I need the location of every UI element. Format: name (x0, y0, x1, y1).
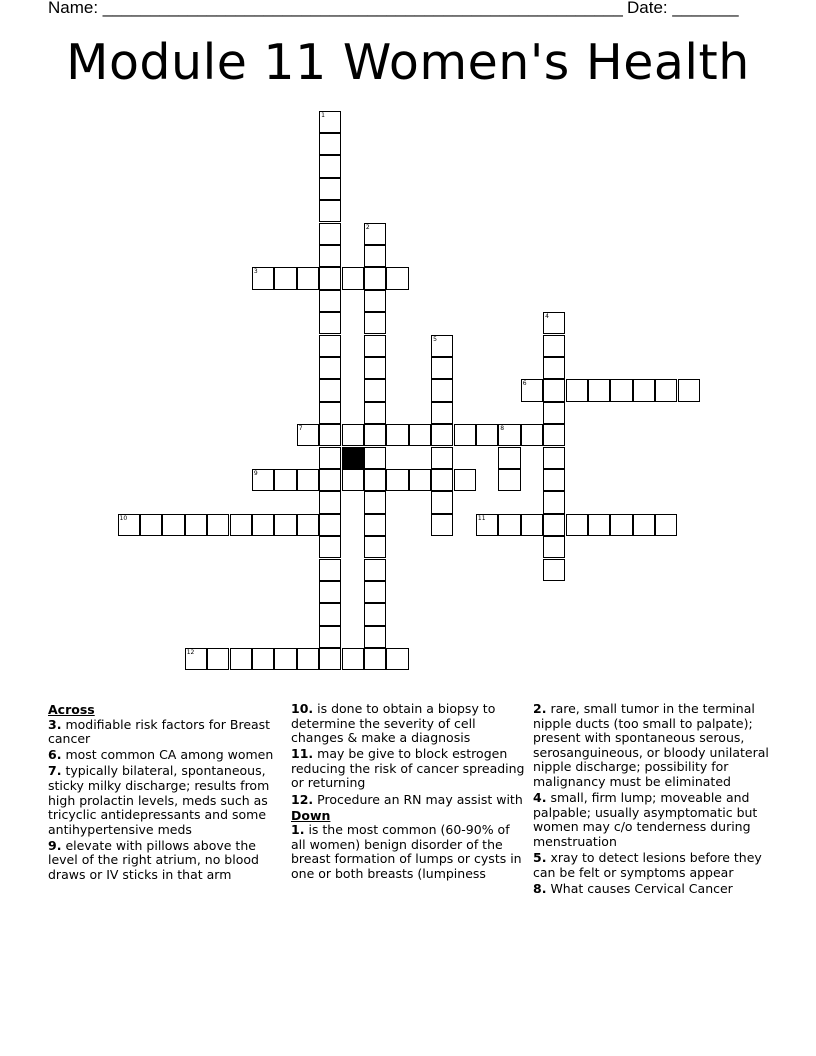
grid-cell[interactable] (543, 559, 565, 581)
grid-cell[interactable] (207, 648, 229, 670)
grid-cell[interactable] (633, 379, 655, 401)
grid-cell[interactable] (476, 424, 498, 446)
grid-cell[interactable] (633, 514, 655, 536)
grid-cell[interactable] (431, 379, 453, 401)
grid-cell[interactable] (297, 469, 319, 491)
clue-number: 8 (500, 425, 505, 433)
grid-cell[interactable] (610, 379, 632, 401)
grid-cell[interactable] (319, 514, 341, 536)
grid-cell[interactable] (252, 267, 274, 289)
grid-cell[interactable] (319, 267, 341, 289)
grid-cell[interactable] (543, 357, 565, 379)
grid-cell[interactable] (454, 424, 476, 446)
grid-cell[interactable] (319, 223, 341, 245)
grid-cell[interactable] (431, 447, 453, 469)
grid-cell[interactable] (476, 514, 498, 536)
grid-cell[interactable] (342, 267, 364, 289)
across-heading: Across (48, 702, 95, 717)
grid-cell[interactable] (543, 402, 565, 424)
grid-cell[interactable] (185, 514, 207, 536)
grid-cell[interactable] (297, 424, 319, 446)
grid-cell[interactable] (319, 581, 341, 603)
grid-cell[interactable] (431, 424, 453, 446)
grid-cell[interactable] (319, 491, 341, 513)
grid-cell[interactable] (319, 155, 341, 177)
grid-cell[interactable] (319, 447, 341, 469)
grid-cell[interactable] (207, 514, 229, 536)
grid-cell[interactable] (364, 603, 386, 625)
clue-across-3: 3. modifiable risk factors for Breast cancer (48, 716, 271, 747)
clue-across-11: 11. may be give to block estrogen reducing the risk of cancer spreading or returning (291, 746, 525, 791)
grid-cell[interactable] (297, 648, 319, 670)
grid-cell[interactable] (140, 514, 162, 536)
black-square (342, 447, 364, 469)
grid-cell[interactable] (274, 469, 296, 491)
grid-cell[interactable] (364, 312, 386, 334)
clue-number: 12 (186, 649, 195, 657)
grid-cell[interactable] (274, 648, 296, 670)
grid-cell[interactable] (543, 379, 565, 401)
grid-cell[interactable] (431, 469, 453, 491)
grid-cell[interactable] (431, 335, 453, 357)
grid-cell[interactable] (588, 379, 610, 401)
grid-cell[interactable] (319, 245, 341, 267)
clues-column-1 (48, 702, 288, 884)
grid-cell[interactable] (521, 379, 543, 401)
date-field: Date: _______ (627, 0, 739, 17)
clue-across-6: 6. most common CA among women (48, 747, 274, 763)
grid-cell[interactable] (543, 312, 565, 334)
grid-cell[interactable] (386, 469, 408, 491)
clue-across-7: 7. typically bilateral, spontaneous, sticky milky discharge; results from high prolactin levels, meds such as tricyclic antidepressants and some antihypertensive meds (48, 763, 270, 837)
grid-cell[interactable] (319, 648, 341, 670)
grid-cell[interactable] (319, 469, 341, 491)
grid-cell[interactable] (230, 648, 252, 670)
grid-cell[interactable] (588, 514, 610, 536)
grid-cell[interactable] (118, 514, 140, 536)
grid-cell[interactable] (364, 559, 386, 581)
grid-cell[interactable] (543, 469, 565, 491)
clue-number: 11 (477, 514, 486, 522)
grid-cell[interactable] (431, 402, 453, 424)
clue-across-10: 10. is done to obtain a biopsy to determine the severity of cell changes & make a diagnosis (291, 701, 496, 746)
grid-cell[interactable] (543, 447, 565, 469)
clue-down-2: 2. rare, small tumor in the terminal nipple ducts (too small to palpate); present with spontaneous serous, serosanguineous, or bloody unilateral nipple discharge; possibility for malignancy must be eliminated (533, 701, 769, 789)
grid-cell[interactable] (319, 290, 341, 312)
grid-cell[interactable] (364, 536, 386, 558)
grid-cell[interactable] (543, 536, 565, 558)
clue-down-4: 4. small, firm lump; moveable and palpable; usually asymptomatic but women may c/o tenderness during menstruation (533, 790, 758, 849)
grid-cell[interactable] (252, 648, 274, 670)
grid-cell[interactable] (498, 424, 520, 446)
down-heading: Down (291, 807, 331, 823)
clue-across-12: 12. Procedure an RN may assist with (291, 791, 523, 807)
grid-cell[interactable] (297, 514, 319, 536)
grid-cell[interactable] (252, 514, 274, 536)
grid-cell[interactable] (297, 267, 319, 289)
grid-cell[interactable] (319, 424, 341, 446)
grid-cell[interactable] (543, 491, 565, 513)
grid-cell[interactable] (364, 379, 386, 401)
grid-cell[interactable] (252, 469, 274, 491)
grid-cell[interactable] (521, 514, 543, 536)
clue-number: 7 (298, 425, 303, 433)
clue-number: 5 (433, 335, 437, 343)
grid-cell[interactable] (655, 514, 677, 536)
grid-cell[interactable] (431, 491, 453, 513)
grid-cell[interactable] (319, 626, 341, 648)
grid-cell[interactable] (364, 581, 386, 603)
grid-cell[interactable] (364, 491, 386, 513)
grid-cell[interactable] (364, 469, 386, 491)
grid-cell[interactable] (386, 648, 408, 670)
grid-cell[interactable] (342, 424, 364, 446)
grid-cell[interactable] (409, 424, 431, 446)
clue-number: 2 (365, 223, 370, 231)
grid-cell[interactable] (454, 469, 476, 491)
grid-cell[interactable] (319, 133, 341, 155)
grid-cell[interactable] (498, 469, 520, 491)
clue-down-8: 8. What causes Cervical Cancer (533, 880, 733, 896)
grid-cell[interactable] (386, 424, 408, 446)
grid-cell[interactable] (431, 514, 453, 536)
name-field: Name: _______________________________________________________ (48, 0, 623, 17)
grid-cell[interactable] (230, 514, 252, 536)
grid-cell[interactable] (543, 424, 565, 446)
clue-number: 10 (119, 514, 128, 522)
grid-cell[interactable] (185, 648, 207, 670)
grid-cell[interactable] (319, 379, 341, 401)
grid-cell[interactable] (364, 357, 386, 379)
grid-cell[interactable] (364, 424, 386, 446)
grid-cell[interactable] (274, 514, 296, 536)
grid-cell[interactable] (610, 514, 632, 536)
grid-cell[interactable] (386, 267, 408, 289)
grid-cell[interactable] (319, 357, 341, 379)
grid-cell[interactable] (364, 402, 386, 424)
grid-cell[interactable] (364, 648, 386, 670)
clues-column-3 (533, 702, 773, 898)
clue-number: 9 (253, 469, 258, 477)
grid-cell[interactable] (162, 514, 184, 536)
grid-cell[interactable] (364, 447, 386, 469)
grid-cell[interactable] (319, 536, 341, 558)
clue-across-9: 9. elevate with pillows above the level of the right atrium, no blood draws or IV sticks in that arm (48, 837, 259, 883)
grid-cell[interactable] (566, 514, 588, 536)
clue-number: 4 (545, 313, 549, 321)
grid-cell[interactable] (431, 357, 453, 379)
clues-column-2 (291, 702, 526, 883)
grid-cell[interactable] (521, 424, 543, 446)
grid-cell[interactable] (543, 514, 565, 536)
puzzle-title: Module 11 Women's Health (66, 34, 750, 91)
grid-cell[interactable] (655, 379, 677, 401)
grid-cell[interactable] (319, 335, 341, 357)
grid-cell[interactable] (409, 469, 431, 491)
grid-cell[interactable] (543, 335, 565, 357)
grid-cell[interactable] (498, 514, 520, 536)
grid-cell[interactable] (364, 223, 386, 245)
clue-number: 1 (321, 111, 325, 119)
grid-cell[interactable] (364, 290, 386, 312)
clue-down-1: 1. is the most common (60-90% of all women) benign disorder of the breast formation of lumps or cysts in one or both breasts (lumpiness (291, 822, 522, 882)
grid-cell[interactable] (342, 469, 364, 491)
grid-cell[interactable] (319, 603, 341, 625)
grid-cell[interactable] (319, 402, 341, 424)
grid-cell[interactable] (319, 111, 341, 133)
grid-cell[interactable] (498, 447, 520, 469)
clue-number: 6 (522, 380, 527, 388)
clue-down-5: 5. xray to detect lesions before they can be felt or symptoms appear (533, 849, 762, 880)
grid-cell[interactable] (342, 648, 364, 670)
grid-cell[interactable] (678, 379, 700, 401)
grid-cell[interactable] (364, 335, 386, 357)
grid-cell[interactable] (364, 245, 386, 267)
grid-cell[interactable] (364, 514, 386, 536)
clue-number: 3 (253, 268, 258, 276)
grid-cell[interactable] (319, 559, 341, 581)
grid-cell[interactable] (319, 312, 341, 334)
grid-cell[interactable] (566, 379, 588, 401)
grid-cell[interactable] (319, 178, 341, 200)
grid-cell[interactable] (364, 626, 386, 648)
grid-cell[interactable] (364, 267, 386, 289)
grid-cell[interactable] (274, 267, 296, 289)
grid-cell[interactable] (319, 200, 341, 222)
